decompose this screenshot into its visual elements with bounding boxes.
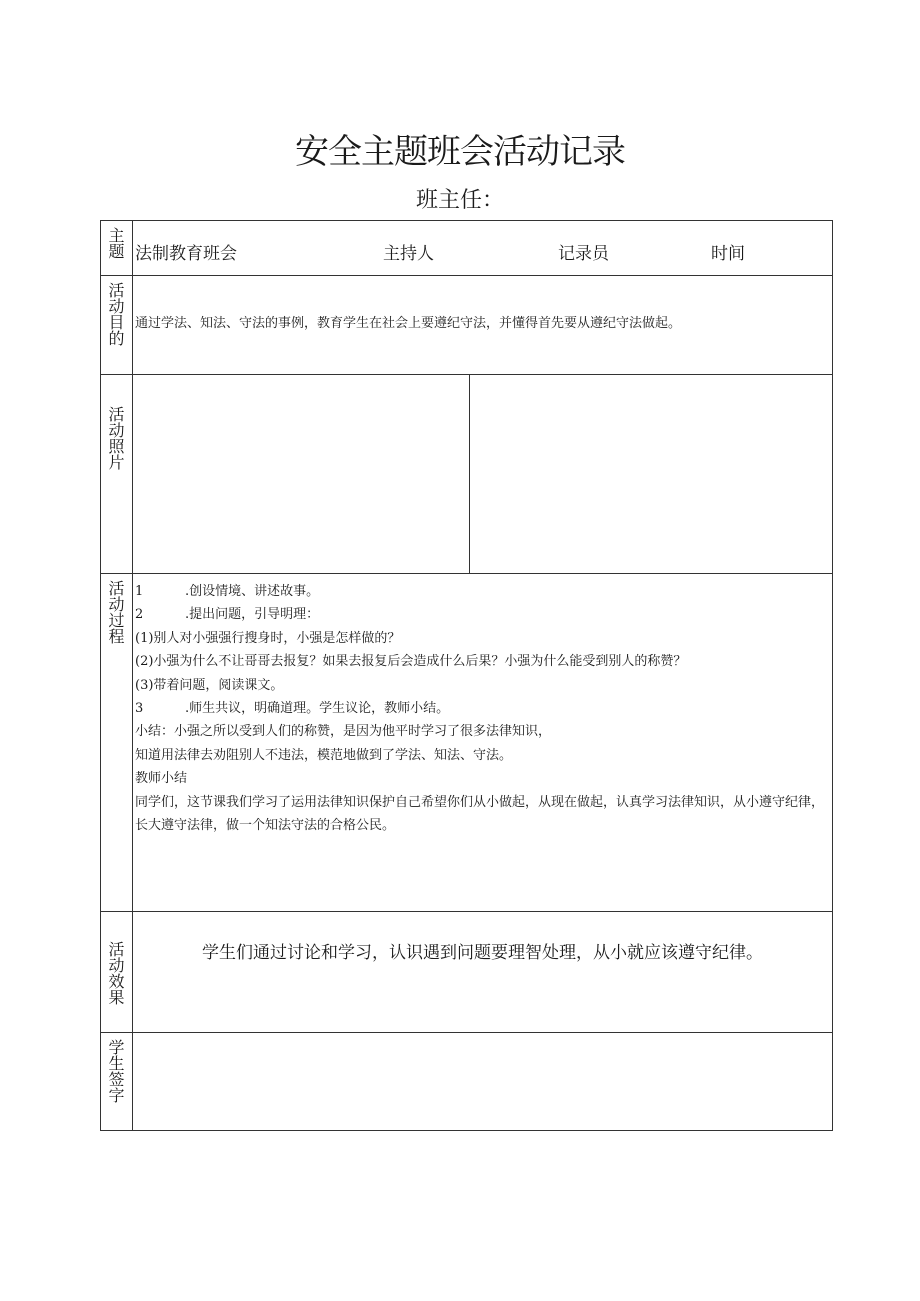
photo-row (101, 375, 833, 574)
goal-row (101, 276, 833, 375)
process-line: 知道用法律去劝阻别人不违法，模范地做到了学法、知法、守法。 (135, 747, 513, 763)
photo-label: 活动照片 (108, 405, 125, 472)
process-line: 同学们，这节课我们学习了运用法律知识保护自己希望你们从小做起，从现在做起，认真学习法律知识，从小遵守纪律，长大遵守法律，做一个知法守法的合格公民。 (135, 794, 825, 834)
topic-row (101, 221, 833, 276)
effect-label-cell (101, 912, 133, 1033)
effect-row (101, 912, 833, 1033)
process-line: 小结：小强之所以受到人们的称赞，是因为他平时学习了很多法律知识， (135, 724, 552, 740)
process-line: (2)小强为什么不让哥哥去报复？如果去报复后会造成什么后果？小强为什么能受到别人的称赞？ (135, 654, 687, 670)
topic-value: 法制教育班会 (135, 244, 237, 264)
goal-content-cell (133, 276, 833, 375)
recorder-label: 记录员 (558, 244, 609, 264)
page-title: 安全主题班会活动记录 (295, 132, 625, 172)
process-line: (1)别人对小强强行搜身时，小强是怎样做的？ (135, 630, 401, 646)
step-number: 2 (135, 607, 144, 623)
step-text: .提出问题，引导明理： (185, 607, 320, 623)
host-label: 主持人 (383, 244, 434, 264)
effect-label: 活动效果 (108, 940, 125, 1007)
record-table (100, 220, 833, 1131)
step-number: 3 (135, 701, 144, 717)
topic-label-cell (101, 221, 133, 276)
signature-label: 学生签字 (108, 1038, 125, 1105)
photo-slot-2[interactable] (470, 375, 832, 573)
topic-content-cell (133, 221, 833, 276)
photo-slot-1[interactable] (133, 375, 470, 573)
signature-row (101, 1033, 833, 1131)
signature-area[interactable] (133, 1033, 833, 1131)
topic-label: 主题 (108, 226, 125, 261)
photo-label-cell (101, 375, 133, 574)
process-line (135, 580, 826, 603)
time-label: 时间 (711, 244, 745, 264)
step-text: .创设情境、讲述故事。 (185, 584, 320, 599)
step-text: .师生共议，明确道理。学生议论，教师小结。 (185, 701, 450, 717)
process-row (101, 574, 833, 912)
process-label-cell (101, 574, 133, 912)
class-teacher-label: 班主任： (415, 188, 504, 213)
process-label: 活动过程 (108, 579, 125, 646)
process-line (135, 603, 826, 626)
goal-label-cell (101, 276, 133, 375)
effect-content-cell (133, 912, 833, 1033)
process-content-cell (133, 574, 833, 912)
goal-text: 通过学法、知法、守法的事例，教育学生在社会上要遵纪守法，并懂得首先要从遵纪守法做起。 (135, 316, 682, 331)
effect-text: 学生们通过讨论和学习，认识遇到问题要理智处理，从小就应该遵守纪律。 (202, 943, 763, 963)
process-line: (3)带着问题，阅读课文。 (135, 677, 284, 693)
process-line: 教师小结 (135, 771, 188, 787)
signature-label-cell (101, 1033, 133, 1131)
goal-label: 活动目的 (108, 281, 125, 348)
process-line (135, 697, 826, 720)
process-text (133, 574, 832, 837)
photo-content-cell (133, 375, 833, 574)
step-number: 1 (135, 584, 144, 599)
